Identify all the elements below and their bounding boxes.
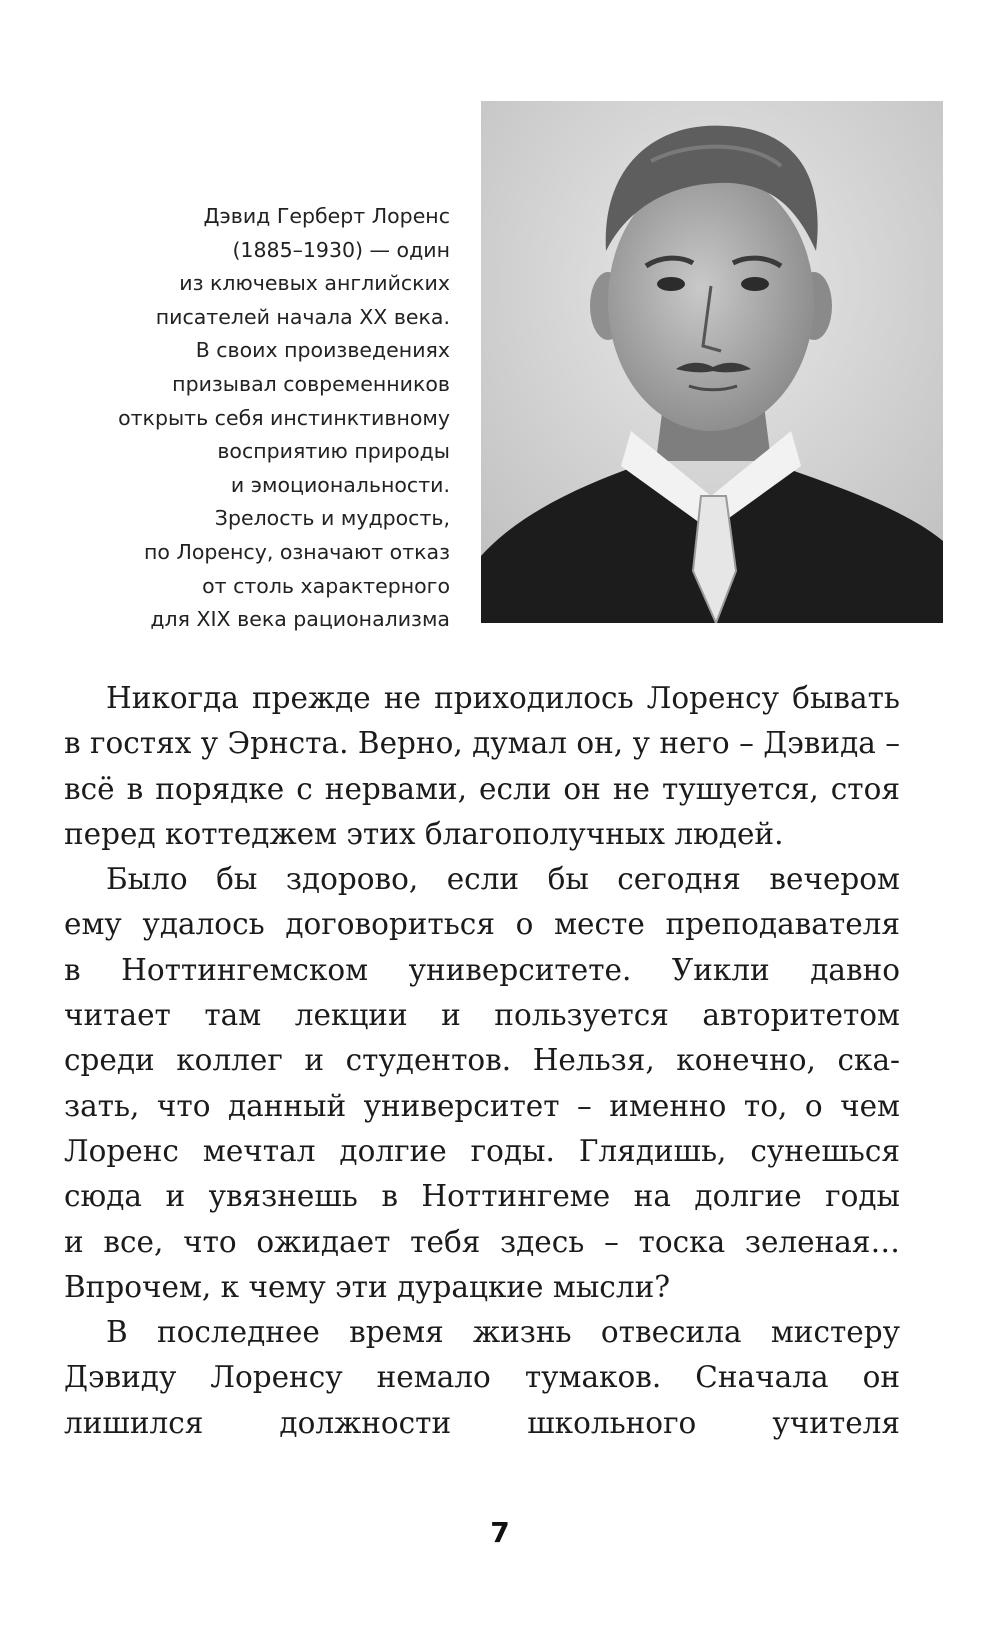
- text-line: Было бы здорово, если бы сегодня вечером: [106, 862, 900, 897]
- page-number: 7: [490, 1516, 510, 1549]
- text-line: Впрочем, к чему эти дурацкие мысли?: [64, 1269, 671, 1304]
- caption-line: Зрелость и мудрость,: [214, 506, 450, 531]
- text-line: Дэвиду Лоренсу немало тумаков. Сначала он: [64, 1360, 900, 1395]
- text-line: лишился должности школьного учителя: [64, 1405, 900, 1440]
- text-line: Никогда прежде не приходилось Лоренсу бывать: [106, 681, 900, 715]
- text-line: читает там лекции и пользуется авторитетом: [64, 998, 900, 1033]
- caption-line: призывал современников: [172, 371, 450, 396]
- text-line: в Ноттингемском университете. Уикли давно: [64, 952, 900, 987]
- text-line: В последнее время жизнь отвесила мистеру: [106, 1315, 900, 1350]
- text-line: среди коллег и студентов. Нельзя, конечно, ска-: [64, 1043, 900, 1078]
- text-line: в гостях у Эрнста. Верно, думал он, у него – Дэвида –: [64, 726, 900, 761]
- text-line: перед коттеджем этих благополучных людей.: [64, 816, 784, 851]
- portrait-photo-icon: [481, 101, 943, 623]
- caption-line: по Лоренсу, означают отказ: [143, 539, 450, 564]
- text-line: всё в порядке с нервами, если он не тушуется, стоя: [64, 771, 900, 806]
- text-line: Лоренс мечтал долгие годы. Глядишь, сунешься: [64, 1133, 900, 1168]
- text-line: сюда и увязнешь в Ноттингеме на долгие годы: [64, 1179, 900, 1214]
- main-text: [64, 676, 900, 1446]
- text-line: зать, что данный университет – именно то, о чем: [64, 1088, 900, 1123]
- caption-line: открыть себя инстинктивному: [118, 405, 450, 430]
- caption-line: В своих произведениях: [195, 338, 450, 363]
- caption-line: Дэвид Герберт Лоренс: [203, 204, 450, 228]
- caption-line: из ключевых английских: [179, 271, 450, 296]
- caption-line: писателей начала XX века.: [155, 304, 450, 329]
- caption-line: (1885–1930) — один: [232, 237, 450, 262]
- text-line: и все, что ожидает тебя здесь – тоска зеленая…: [64, 1224, 900, 1259]
- caption-line: от столь характерного: [202, 573, 450, 598]
- caption-line: для XIX века рационализма: [150, 607, 450, 632]
- caption-line: и эмоциональности.: [230, 472, 450, 497]
- photo-caption: [40, 200, 450, 637]
- text-line: ему удалось договориться о месте преподавателя: [64, 907, 900, 942]
- portrait-photo: [481, 101, 943, 623]
- caption-line: восприятию природы: [217, 439, 450, 464]
